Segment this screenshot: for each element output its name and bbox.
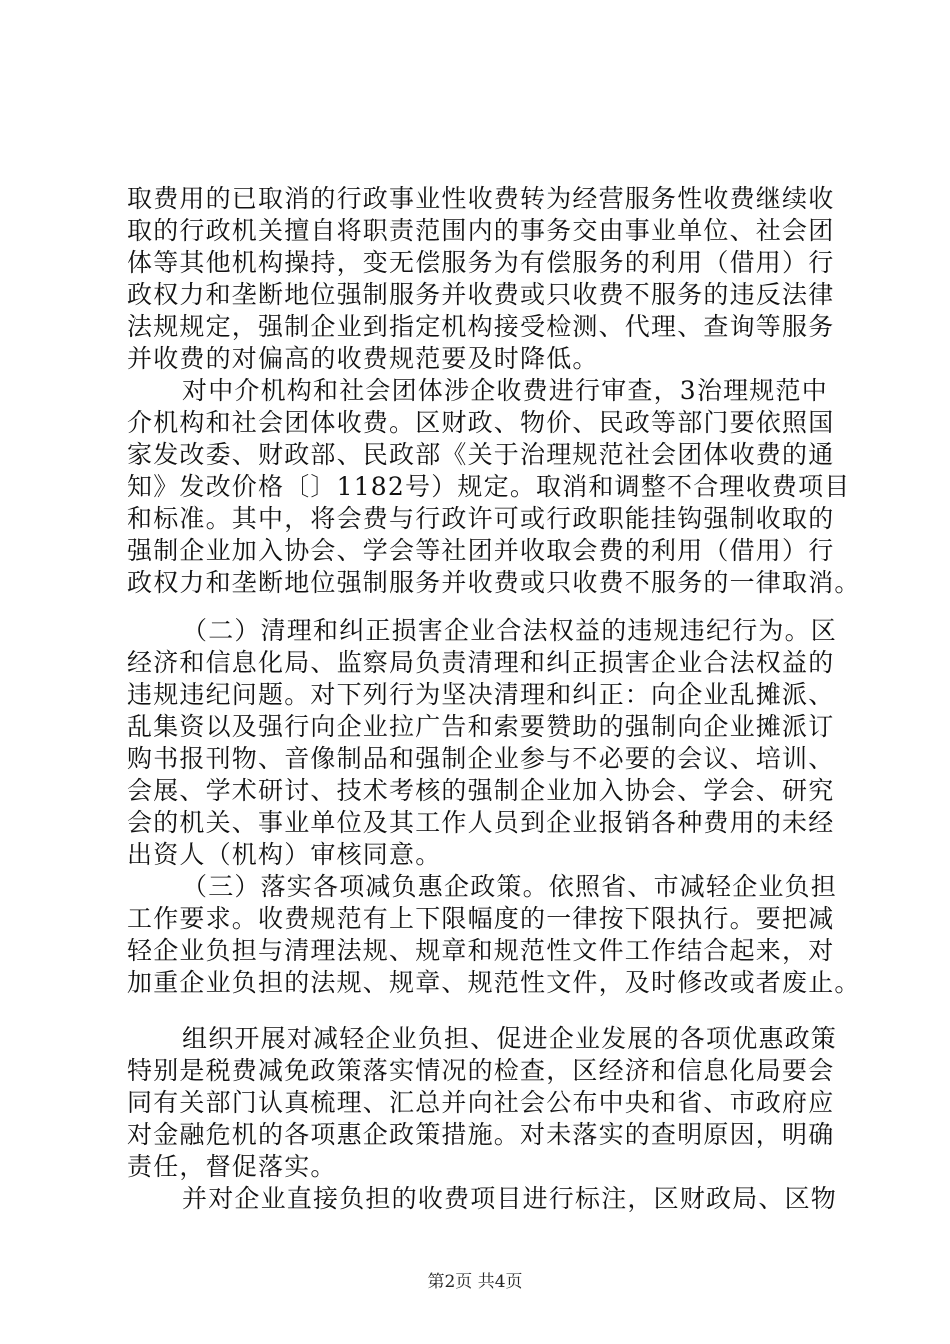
- text-line: 对金融危机的各项惠企政策措施。对未落实的查明原因，明确: [127, 1120, 835, 1149]
- text-line: 违规违纪问题。对下列行为坚决清理和纠正：向企业乱摊派、: [127, 680, 835, 709]
- text-line: 组织开展对减轻企业负担、促进企业发展的各项优惠政策: [182, 1024, 838, 1053]
- text-line: 轻企业负担与清理法规、规章和规范性文件工作结合起来，对: [127, 936, 835, 965]
- text-line: 经济和信息化局、监察局负责清理和纠正损害企业合法权益的: [127, 648, 835, 677]
- text-line: 和标准。其中，将会费与行政许可或行政职能挂钩强制收取的: [127, 504, 835, 533]
- text-line: 并对企业直接负担的收费项目进行标注，区财政局、区物: [182, 1184, 838, 1213]
- text-line: 乱集资以及强行向企业拉广告和索要赞助的强制向企业摊派订: [127, 712, 835, 741]
- text-line: 加重企业负担的法规、规章、规范性文件，及时修改或者废止。: [127, 968, 861, 997]
- text-line: 取的行政机关擅自将职责范围内的事务交由事业单位、社会团: [127, 216, 835, 245]
- text-line: 政权力和垄断地位强制服务并收费或只收费不服务的一律取消。: [127, 568, 861, 597]
- text-line: 知》发改价格〔〕1182号）规定。取消和调整不合理收费项目: [127, 472, 851, 501]
- text-line: 购书报刊物、音像制品和强制企业参与不必要的会议、培训、: [127, 744, 835, 773]
- text-line: 介机构和社会团体收费。区财政、物价、民政等部门要依照国: [127, 408, 835, 437]
- text-line: 工作要求。收费规范有上下限幅度的一律按下限执行。要把减: [127, 904, 835, 933]
- page-footer: 第2页 共4页: [427, 1272, 523, 1292]
- text-line: 会的机关、事业单位及其工作人员到企业报销各种费用的未经: [127, 808, 835, 837]
- text-line: 取费用的已取消的行政事业性收费转为经营服务性收费继续收: [127, 184, 835, 213]
- text-line: 政权力和垄断地位强制服务并收费或只收费不服务的违反法律: [127, 280, 835, 309]
- text-line: 法规规定，强制企业到指定机构接受检测、代理、查询等服务: [127, 312, 835, 341]
- text-line: （三）落实各项减负惠企政策。依照省、市减轻企业负担: [182, 872, 838, 901]
- text-line: 同有关部门认真梳理、汇总并向社会公布中央和省、市政府应: [127, 1088, 835, 1117]
- text-line: 特别是税费减免政策落实情况的检查，区经济和信息化局要会: [127, 1056, 835, 1085]
- text-line: 出资人（机构）审核同意。: [127, 840, 442, 869]
- text-line: 责任，督促落实。: [127, 1152, 337, 1181]
- text-line: 并收费的对偏高的收费规范要及时降低。: [127, 344, 599, 373]
- text-line: 体等其他机构操持，变无偿服务为有偿服务的利用（借用）行: [127, 248, 835, 277]
- text-line: （二）清理和纠正损害企业合法权益的违规违纪行为。区: [182, 616, 838, 645]
- text-line: 强制企业加入协会、学会等社团并收取会费的利用（借用）行: [127, 536, 835, 565]
- text-line: 会展、学术研讨、技术考核的强制企业加入协会、学会、研究: [127, 776, 835, 805]
- text-line: 家发改委、财政部、民政部《关于治理规范社会团体收费的通: [127, 440, 835, 469]
- text-line: 对中介机构和社会团体涉企收费进行审查，3治理规范中: [182, 376, 828, 405]
